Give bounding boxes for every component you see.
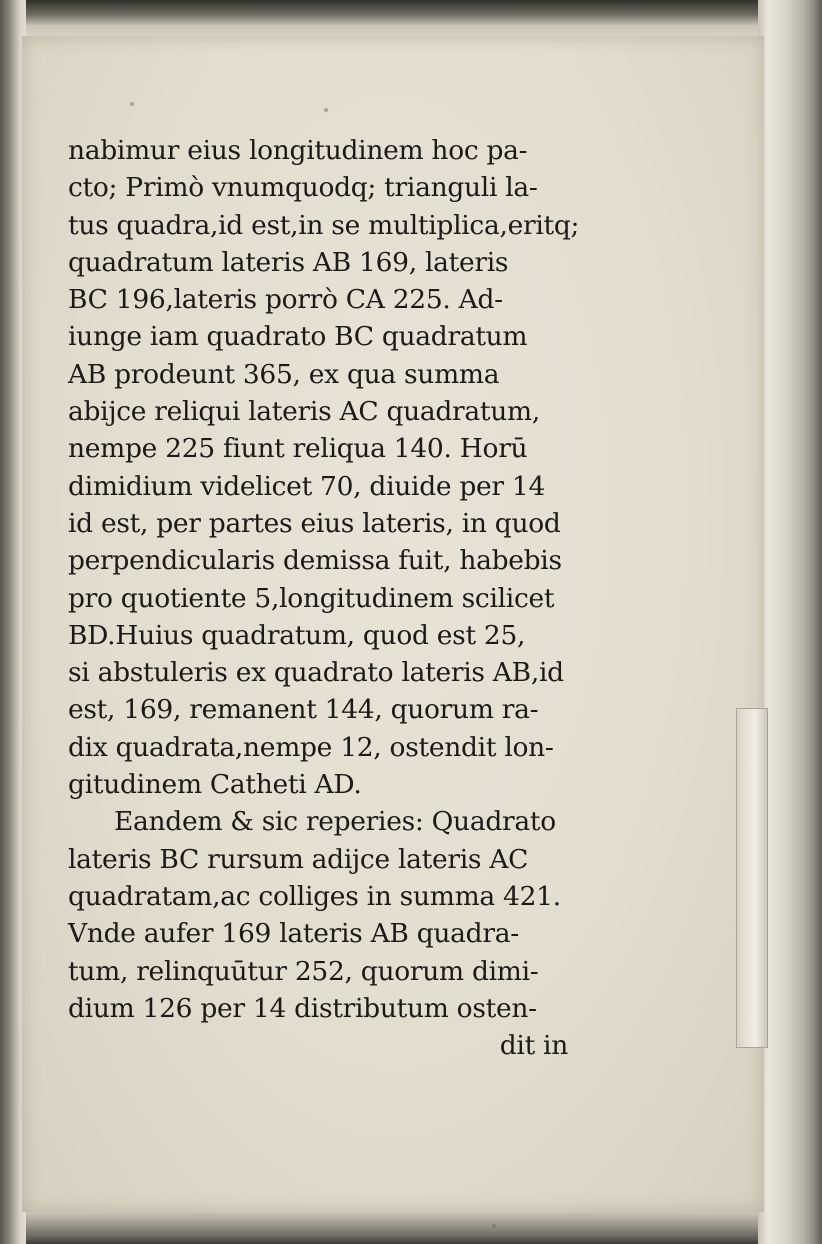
paper-speck (130, 102, 134, 106)
text-line: perpendicularis demissa fuit, habebis (68, 545, 562, 577)
text-line: gitudinem Catheti AD. (68, 769, 362, 801)
text-line: quadratum lateris AB 169, lateris (68, 246, 509, 278)
text-line: Vnde aufer 169 lateris AB quadra- (68, 918, 519, 950)
text-line: id est, per partes eius lateris, in quod (68, 507, 561, 539)
text-line: est, 169, remanent 144, quorum ra- (68, 694, 539, 726)
catchword: dit in (499, 1030, 568, 1062)
text-line: cto; Primò vnumquodq; trianguli la- (68, 172, 538, 204)
text-line: si abstuleris ex quadrato lateris AB,id (68, 657, 564, 689)
book-board-right (758, 0, 822, 1244)
text-line: tum, relinquūtur 252, quorum dimi- (68, 955, 539, 987)
text-line: abijce reliqui lateris AC quadratum, (68, 396, 540, 428)
body-text (68, 132, 578, 1064)
text-line: dimidium videlicet 70, diuide per 14 (68, 470, 546, 502)
text-line: Eandem & sic reperies: Quadrato (114, 806, 556, 838)
text-line: dix quadrata,nempe 12, ostendit lon- (68, 731, 554, 763)
text-line: AB prodeunt 365, ex qua summa (68, 358, 500, 390)
paper-speck (324, 108, 328, 112)
text-line: lateris BC rursum adijce lateris AC (68, 843, 529, 875)
page-edge-strip (736, 708, 768, 1048)
text-line: nempe 225 fiunt reliqua 140. Horū (68, 433, 528, 465)
text-line: nabimur eius longitudinem hoc pa- (68, 135, 528, 166)
book-board-top (0, 0, 822, 38)
text-line: pro quotiente 5,longitudinem scilicet (68, 582, 555, 614)
text-line: tus quadra,id est,in se multiplica,eritq; (68, 209, 580, 241)
text-line: iunge iam quadrato BC quadratum (68, 321, 528, 353)
text-line: BC 196,lateris porrò CA 225. Ad- (68, 284, 503, 316)
book-board-bottom (0, 1210, 822, 1244)
paper-speck (492, 1224, 496, 1228)
text-line: quadratam,ac colliges in summa 421. (68, 880, 561, 912)
text-line: dium 126 per 14 distributum osten- (68, 992, 537, 1024)
text-line: BD.Huius quadratum, quod est 25, (68, 619, 526, 651)
